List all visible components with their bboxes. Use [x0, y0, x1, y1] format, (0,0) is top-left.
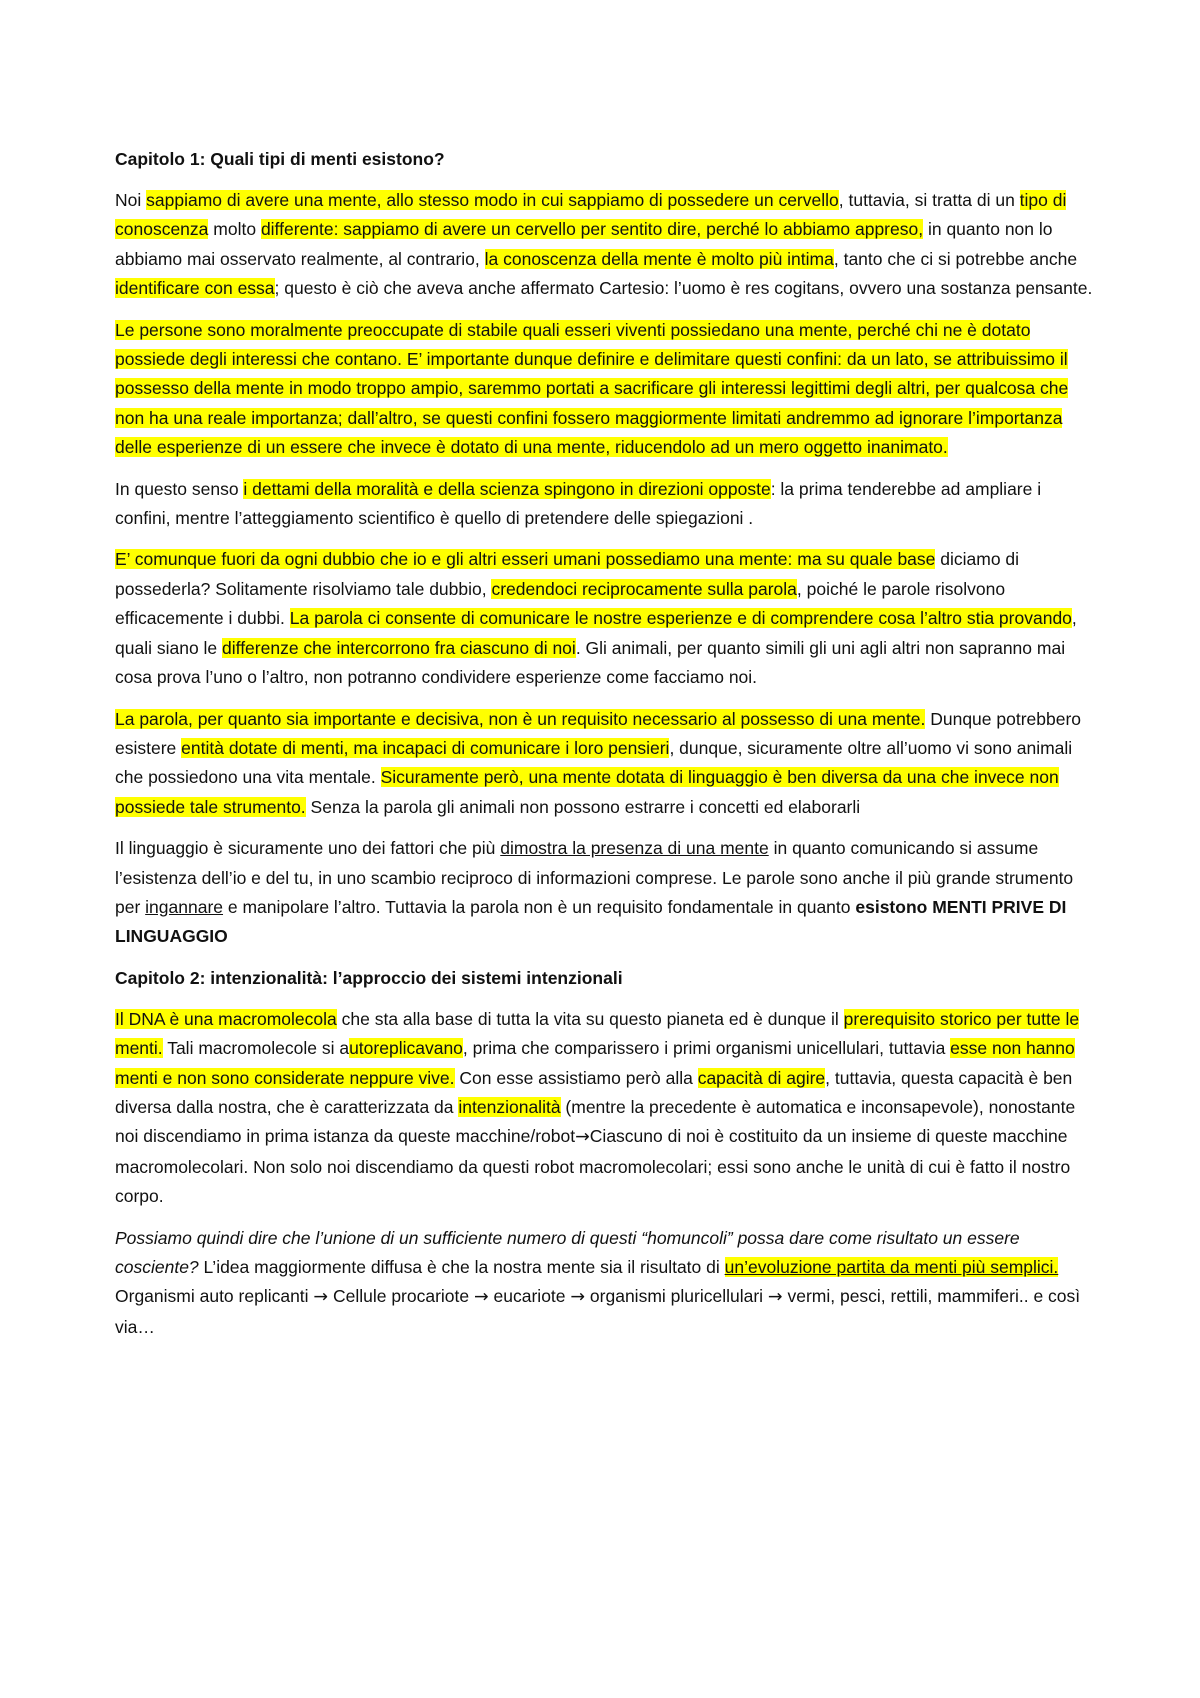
highlighted-text: Sicuramente però, una mente dotata di linguaggio è ben diversa da una che invece non possiede tale strumento. — [115, 767, 1059, 817]
paragraph — [115, 834, 1095, 952]
text-run: , tanto che ci si potrebbe anche — [833, 248, 1078, 269]
text-run: in quanto non lo abbiamo mai osservato realmente, al contrario, — [115, 219, 1053, 269]
text-run: , tuttavia, si tratta di un — [838, 190, 1020, 210]
text-run: Cellule procariote — [328, 1286, 474, 1307]
highlighted-text: la conoscenza della mente è molto più intima — [484, 248, 834, 269]
text-run: In questo senso — [115, 478, 244, 499]
bold-text: esistono MENTI PRIVE DI LINGUAGGIO — [115, 896, 1067, 947]
text-run: , dunque, sicuramente oltre all’uomo vi sono animali che possiedono una vita mentale. — [115, 737, 1073, 788]
highlighted-text: Le persone sono moralmente preoccupate di stabile quali esseri viventi possiedano una mente, perché chi ne è dotato possiede degli interessi che contano. E’ importante dunque definire e delimitare questi confini: da un lato, se attribuissimo il possesso della mente in modo troppo ampio, saremmo portati a sacrificare gli interessi legittimi degli altri, per qualcosa che non ha una reale importanza; dall’altro, se questi confini fossero maggiormente limitati andremmo ad ignorare l’importanza delle esperienze di un essere che invece è dotato di una mente, riducendolo ad un mero oggetto inanimato. — [115, 319, 1069, 458]
text-run: Dunque potrebbero esistere — [115, 708, 1082, 758]
highlighted-text: tipo di conoscenza — [115, 190, 1067, 240]
highlighted-text: sappiamo di avere una mente, allo stesso modo in cui sappiamo di possedere un cervello — [146, 190, 839, 210]
text-run: , poiché le parole risolvono efficacemente i dubbi. — [115, 578, 1006, 629]
text-run: : la prima tenderebbe ad ampliare i confini, mentre l’atteggiamento scientifico è quello di pretendere delle spiegazioni . — [115, 478, 1042, 529]
paragraph — [115, 1005, 1095, 1212]
text-run: organismi pluricellulari — [585, 1286, 768, 1307]
italic-text: Possiamo quindi dire che l’unione di un sufficiente numero di questi “homuncoli” possa dare come risultato un essere cosciente? — [115, 1227, 1020, 1277]
text-run: Senza la parola gli animali non possono estrarre i concetti ed elaborarli — [305, 796, 861, 817]
highlighted-text: credendoci reciprocamente sulla parola — [491, 578, 797, 599]
paragraph — [115, 705, 1095, 823]
arrow-icon: → — [474, 1287, 489, 1308]
text-run: Tali macromolecole si a — [162, 1038, 350, 1059]
highlighted-text: entità dotate di menti, ma incapaci di comunicare i loro pensieri — [181, 737, 670, 758]
highlighted-text: i dettami della moralità e della scienza spingono in direzioni opposte — [243, 478, 771, 499]
arrow-icon: → — [575, 1127, 590, 1148]
highlighted-text: prerequisito storico per tutte le menti. — [115, 1008, 1080, 1059]
text-run: Noi — [115, 190, 147, 210]
highlighted-text: esse non hanno menti e non sono considerate neppure vive. — [115, 1038, 1075, 1088]
paragraph — [115, 475, 1095, 534]
highlighted-text: intenzionalità — [458, 1096, 561, 1117]
highlighted-underlined-text: un’evoluzione partita da menti più semplici. — [724, 1257, 1059, 1277]
text-run: , prima che comparissero i primi organismi unicellulari, tuttavia — [462, 1038, 951, 1059]
paragraph — [115, 186, 1095, 304]
text-run: diciamo di possederla? Solitamente risolviamo tale dubbio, — [115, 549, 1020, 599]
arrow-icon: → — [570, 1287, 586, 1308]
text-run: Il linguaggio è sicuramente uno dei fattori che più — [115, 838, 501, 859]
paragraph — [115, 545, 1095, 692]
text-run: L’idea maggiormente diffusa è che la nostra mente sia il risultato di — [198, 1257, 725, 1277]
highlighted-text: utoreplicavano — [349, 1038, 463, 1059]
highlighted-text: capacità di agire — [697, 1067, 826, 1088]
text-run: eucariote — [488, 1286, 571, 1307]
highlighted-text: La parola ci consente di comunicare le nostre esperienze e di comprendere cosa l’altro stia provando — [289, 608, 1072, 629]
text-run: vermi, pesci, rettili, mammiferi.. e così via… — [115, 1286, 1081, 1337]
text-run: ; questo è ciò che aveva anche affermato Cartesio: l’uomo è res cogitans, ovvero una sostanza pensante. — [274, 278, 1093, 299]
highlighted-text: differente: sappiamo di avere un cervello per sentito dire, perché lo abbiamo appreso, — [260, 219, 924, 240]
underlined-text: dimostra la presenza di una mente — [500, 838, 769, 859]
text-run: in quanto comunicando si assume l’esistenza dell’io e del tu, in uno scambio reciproco di informazioni comprese. Le parole sono anche il più grande strumento per — [115, 838, 1074, 917]
text-run: , quali siano le — [115, 608, 1077, 658]
paragraph — [115, 1224, 1095, 1343]
highlighted-text: La parola, per quanto sia importante e decisiva, non è un requisito necessario al possesso di una mente. — [115, 708, 926, 729]
highlighted-text: Il DNA è una macromolecola — [115, 1008, 337, 1029]
text-run: molto — [208, 219, 261, 240]
paragraph — [115, 316, 1095, 463]
arrow-icon: → — [313, 1287, 329, 1308]
text-run: , tuttavia, questa capacità è ben diversa dalla nostra, che è caratterizzata da — [115, 1067, 1073, 1117]
chapter-2-heading: Capitolo 2: intenzionalità: l’approccio dei sistemi intenzionali — [115, 967, 623, 988]
text-run: Ciascuno di noi è costituito da un insieme di queste macchine macromolecolari. Non solo noi discendiamo da questi robot macromolecolari; essi sono anche le unità di cui è fatto il nostro corpo. — [115, 1126, 1071, 1207]
arrow-icon: → — [767, 1287, 783, 1308]
highlighted-text: E’ comunque fuori da ogni dubbio che io e gli altri esseri umani possediamo una mente: ma su quale base — [115, 549, 936, 570]
highlighted-text: identificare con essa — [115, 278, 275, 299]
highlighted-text: differenze che intercorrono fra ciascuno di noi — [222, 637, 576, 658]
text-run: che sta alla base di tutta la vita su questo pianeta ed è dunque il — [336, 1008, 844, 1029]
text-run: (mentre la precedente è automatica e inconsapevole), nonostante noi discendiamo in prima istanza da queste macchine/robot — [115, 1096, 1076, 1147]
text-run: e manipolare l’altro. Tuttavia la parola non è un requisito fondamentale in quanto — [223, 896, 856, 917]
text-run: Con esse assistiamo però alla — [454, 1067, 698, 1088]
text-run: . Gli animali, per quanto simili gli uni agli altri non sapranno mai cosa prova l’uno o l’altro, non potranno condividere esperienze come facciamo noi. — [115, 637, 1066, 688]
chapter-1-heading: Capitolo 1: Quali tipi di menti esistono? — [115, 149, 445, 169]
text-run: Organismi auto replicanti — [115, 1286, 314, 1307]
underlined-text: ingannare — [145, 896, 224, 917]
